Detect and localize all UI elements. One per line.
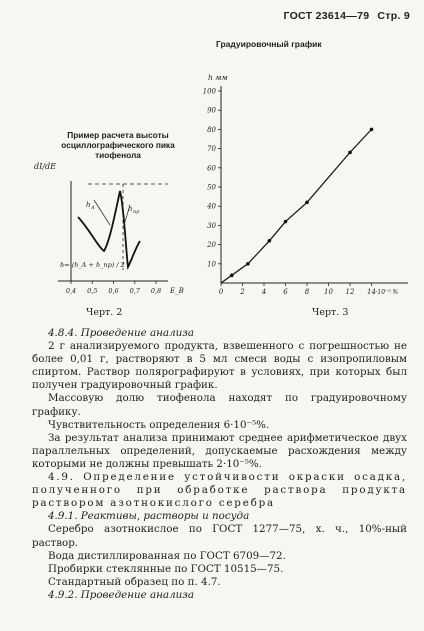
data-point: [268, 239, 272, 243]
data-point: [305, 201, 309, 205]
section-484-title: 4.8.4. Проведение анализа: [48, 327, 195, 339]
paragraph: Массовую долю тиофенола находят по градуировочному графику.: [32, 392, 407, 418]
example-x-label: E_B: [170, 287, 184, 295]
example-title-line: тиофенола: [95, 150, 141, 160]
x-tick-label: 6: [283, 288, 288, 296]
y-tick-label: 50: [207, 183, 216, 192]
y-tick-label: 70: [207, 145, 216, 154]
x-tick-label: 10: [324, 288, 333, 296]
paragraph: Чувствительность определения 6·10⁻⁵%.: [48, 418, 270, 431]
data-point: [246, 262, 250, 266]
data-point: [230, 274, 234, 278]
example-peak-figure: [28, 155, 184, 315]
example-title-line: Пример расчета высоты: [67, 130, 169, 140]
body-text: [32, 327, 407, 602]
calibration-y-label: h мм: [208, 73, 228, 82]
section-492-title: 4.9.2. Проведение анализа: [48, 588, 195, 601]
y-tick-label: 40: [207, 202, 216, 211]
example-formula: h= (h_A + h_пр) / 2: [60, 261, 125, 269]
y-tick-label: 20: [207, 241, 216, 250]
x-tick-label: 0: [218, 288, 224, 296]
data-point: [370, 128, 374, 132]
list-item: Серебро азотнокислое по ГОСТ 1277—75, х. ч., 10%-ный раствор.: [32, 523, 407, 549]
x-tick-label: 0,7: [129, 287, 140, 295]
example-caption: Черт. 2: [86, 307, 123, 318]
paragraph: 2 г анализируемого продукта, взвешенного с погрешностью не более 0,01 г, растворяют в 5 мл смеси воды с изопропиловым спиртом. Раствор полярографируют в условиях, при которых был получен градуировочный график.: [32, 340, 407, 392]
x-tick-label: 12: [345, 288, 355, 296]
calibration-chart: [196, 68, 414, 298]
calibration-caption: Черт. 3: [312, 307, 349, 318]
data-point: [348, 151, 352, 155]
svg-text:пр: пр: [133, 209, 140, 215]
y-tick-label: 100: [202, 87, 216, 96]
section-491-title: 4.9.1. Реактивы, растворы и посуда: [48, 510, 250, 523]
calibration-title: Градуировочный график: [216, 39, 322, 49]
page-header: [283, 10, 410, 22]
example-hpr-label: h: [128, 205, 133, 213]
standard-number: ГОСТ 23614—79: [283, 10, 370, 22]
y-tick-label: 80: [207, 125, 216, 134]
x-tick-label: 0,8: [150, 287, 162, 295]
list-item: Стандартный образец по п. 4.7.: [48, 575, 221, 588]
example-ha-label: h: [86, 201, 91, 209]
x-axis-label: ·10⁻⁵ %: [375, 289, 399, 296]
y-tick-label: 60: [207, 164, 216, 173]
y-tick-label: 10: [207, 260, 216, 269]
x-tick-label: 0,4: [65, 287, 77, 295]
x-tick-label: 8: [304, 288, 310, 296]
x-tick-label: 14: [367, 288, 376, 296]
list-item: Пробирки стеклянные по ГОСТ 10515—75.: [48, 562, 284, 575]
x-tick-label: 4: [261, 288, 267, 296]
example-title-line: осциллографического пика: [61, 140, 175, 150]
paragraph: За результат анализа принимают среднее арифметическое двух параллельных определений, допускаемые расхождения между которыми не должны превышать 2·10⁻⁵%.: [32, 431, 407, 470]
y-tick-label: 90: [207, 106, 216, 115]
section-49-title: 4.9. Определение устойчивости окраски осадка, полученного при обработке раствора продукта раствором азотнокислого серебра: [32, 471, 407, 510]
x-tick-label: 0,6: [108, 287, 119, 295]
svg-text:A: A: [91, 205, 95, 211]
y-tick-label: 30: [207, 221, 216, 230]
page-number: Стр. 9: [377, 10, 410, 22]
x-tick-label: 0,5: [87, 287, 98, 295]
list-item: Вода дистиллированная по ГОСТ 6709—72.: [48, 549, 286, 562]
data-point: [284, 220, 288, 224]
example-y-label: dI/dE: [34, 162, 56, 171]
x-tick-label: 2: [240, 288, 245, 296]
